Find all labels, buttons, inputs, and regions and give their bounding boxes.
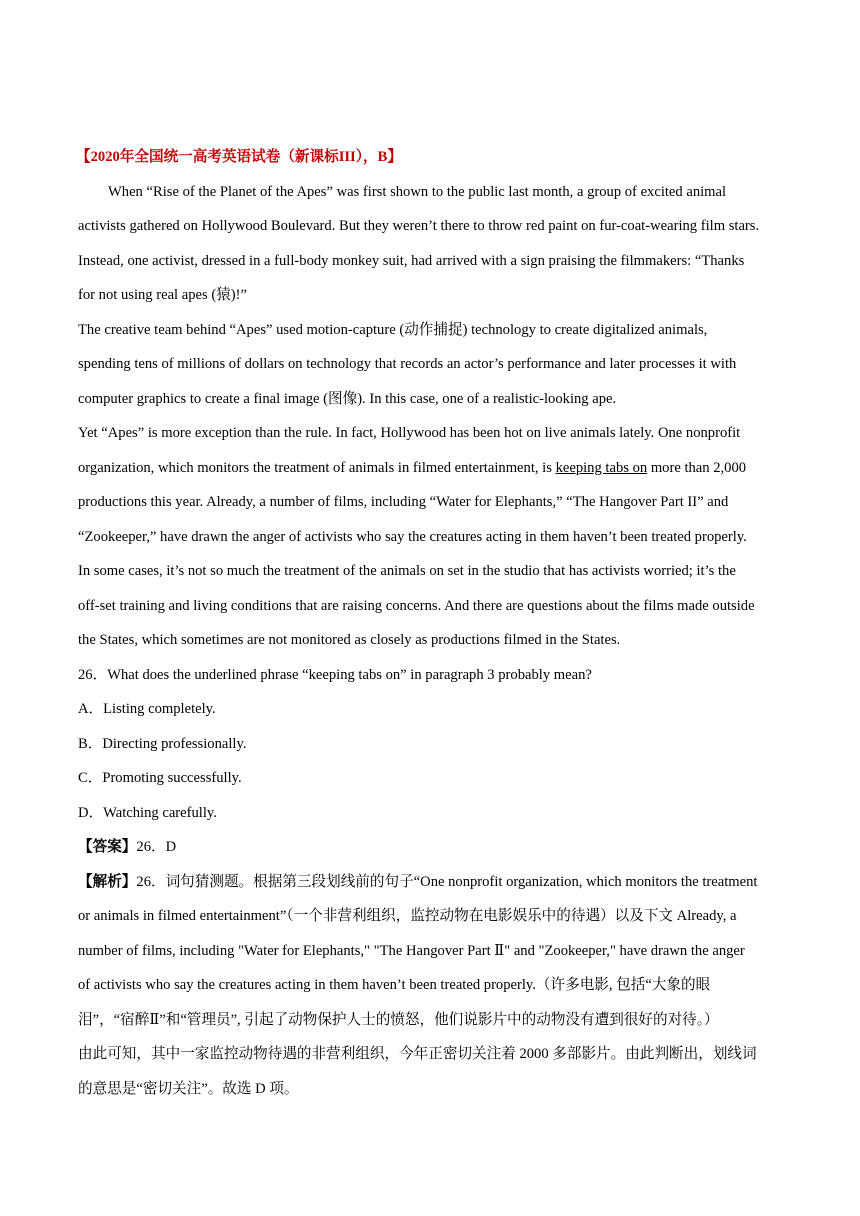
option-d: D．Watching carefully. xyxy=(78,804,217,821)
passage-text: more than 2,000 xyxy=(647,459,747,476)
passage-line: In some cases, it’s not so much the treatment of the animals on set in the studio that has activists worried; it’s the xyxy=(78,563,736,579)
passage-line xyxy=(78,451,788,486)
underlined-phrase: keeping tabs on xyxy=(555,459,648,476)
passage-line: productions this year. Already, a number of films, including “Water for Elephants,” “The Hangover Part II” and xyxy=(78,494,729,510)
answer-value: 26．D xyxy=(136,839,177,855)
answer-label: 【答案】 xyxy=(78,839,137,855)
analysis-label: 【解析】 xyxy=(78,873,137,890)
question-stem: 26．What does the underlined phrase “keeping tabs on” in paragraph 3 probably mean? xyxy=(78,666,592,683)
passage-text: organization, which monitors the treatment of animals in filmed entertainment, is xyxy=(78,459,556,476)
passage-line: activists gathered on Hollywood Boulevard. But they weren’t there to throw red paint on fur-coat-wearing film stars. xyxy=(78,218,760,234)
analysis-text: 26．词句猜测题。根据第三段划线前的句子“One nonprofit organization, which monitors the treatment xyxy=(136,873,758,890)
document-page xyxy=(78,140,788,1106)
analysis-line: 由此可知，其中一家监控动物待遇的非营利组织，今年正密切关注着 2000 多部影片。由此判断出，划线词 xyxy=(78,1046,757,1062)
option-b: B．Directing professionally. xyxy=(78,735,247,752)
passage-line: for not using real apes (猿)!” xyxy=(78,287,247,303)
question-source-title: 【2020年全国统一高考英语试卷（新课标III），B】 xyxy=(76,149,402,165)
analysis-line: 的意思是“密切关注”。故选 D 项。 xyxy=(78,1080,299,1097)
passage-line: Yet “Apes” is more exception than the rule. In fact, Hollywood has been hot on live animals lately. One nonprofit xyxy=(78,425,741,441)
passage-line: Instead, one activist, dressed in a full-body monkey suit, had arrived with a sign praising the filmmakers: “Thanks xyxy=(78,252,745,269)
passage-line: When “Rise of the Planet of the Apes” was first shown to the public last month, a group of excited animal xyxy=(108,183,727,200)
analysis-line: number of films, including "Water for Elephants," "The Hangover Part Ⅱ" and "Zookeeper," have drawn the anger xyxy=(78,942,745,959)
answer-line xyxy=(78,830,788,865)
option-c: C．Promoting successfully. xyxy=(78,770,242,786)
passage-line: off-set training and living conditions that are raising concerns. And there are questions about the films made outside xyxy=(78,597,755,614)
passage-line: “Zookeeper,” have drawn the anger of activists who say the creatures acting in them haven’t been treated properly. xyxy=(78,528,747,545)
passage-line: computer graphics to create a final image (图像). In this case, one of a realistic-looking ape. xyxy=(78,390,617,407)
analysis-line: or animals in filmed entertainment”（一个非营利组织，监控动物在电影娱乐中的待遇）以及下文 Already, a xyxy=(78,908,737,924)
passage-line: the States, which sometimes are not monitored as closely as productions filmed in the States. xyxy=(78,632,621,648)
analysis-line: of activists who say the creatures acting in them haven’t been treated properly.（许多电影, 包括“大象的眼 xyxy=(78,977,711,993)
option-a: A．Listing completely. xyxy=(78,701,216,717)
analysis-line: 泪”，“宿醉Ⅱ”和“管理员”, 引起了动物保护人士的愤怒，他们说影片中的动物没有遭到很好的对待。） xyxy=(78,1011,719,1028)
passage-line: The creative team behind “Apes” used motion-capture (动作捕捉) technology to create digitalized animals, xyxy=(78,321,708,338)
analysis-line xyxy=(78,865,788,900)
passage-line: spending tens of millions of dollars on technology that records an actor’s performance and later processes it with xyxy=(78,356,737,372)
